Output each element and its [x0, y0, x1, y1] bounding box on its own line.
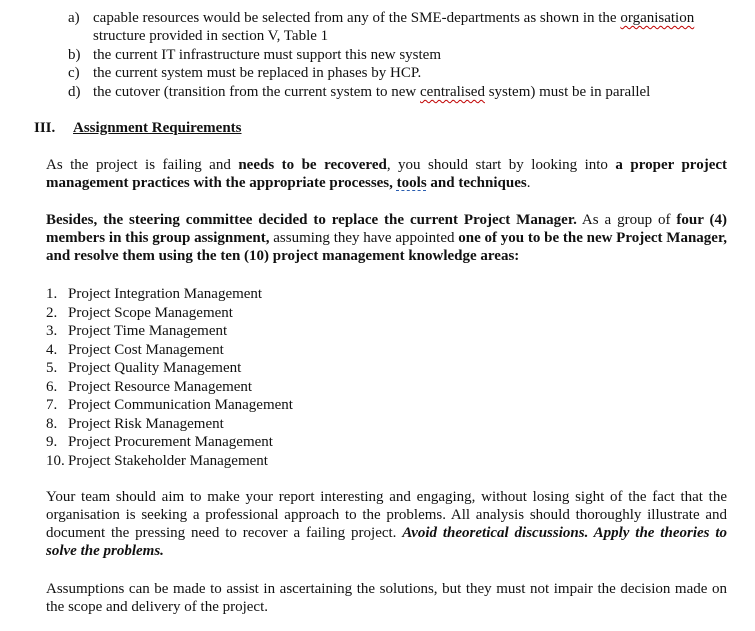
list-item: 6. Project Resource Management	[46, 378, 253, 395]
constraint-item-text: the current IT infrastructure must support this new system	[93, 47, 441, 63]
list-item: 1. Project Integration Management	[46, 286, 263, 302]
constraint-item-text: capable resources would be selected from any of the SME-departments as shown in the organisation	[93, 10, 695, 26]
list-item: 3. Project Time Management	[46, 323, 228, 339]
section-title: Assignment Requirements	[73, 120, 242, 136]
constraint-marker: a)	[68, 10, 80, 26]
constraint-marker: c)	[68, 65, 80, 81]
paragraph-report-guidance: Your team should aim to make your report interesting and engaging, without losing sight of the fact that the organisation is seeking a professional approach to the problems. All analysis should thoroughly illustrate and document the pressing need to recover a failing project. Avoid theoretical discussions. Apply the theories to solve the problems.	[46, 489, 727, 559]
constraint-marker: b)	[68, 47, 81, 63]
list-item: 4. Project Cost Management	[46, 341, 224, 358]
constraint-marker: d)	[68, 84, 81, 100]
constraint-item-text: structure provided in section V, Table 1	[93, 28, 329, 44]
list-item: 7. Project Communication Management	[46, 397, 293, 413]
list-item: 8. Project Risk Management	[46, 415, 224, 432]
section-heading	[34, 119, 242, 137]
list-item: 10. Project Stakeholder Management	[46, 452, 268, 469]
spelling-flag: centralised	[420, 84, 485, 100]
paragraph-assumptions: Assumptions can be made to assist in ascertaining the solutions, but they must not impair the decision made on the scope and delivery of the project.	[46, 581, 727, 615]
grammar-flag: tools	[396, 175, 427, 191]
spelling-flag: organisation	[620, 10, 695, 26]
list-item: 5. Project Quality Management	[46, 360, 242, 376]
paragraph-project-recovery: As the project is failing and needs to be recovered, you should start by looking into a proper project management practices with the appropriate processes, tools and techniques.	[46, 157, 728, 191]
paragraph-steering-committee: Besides, the steering committee decided to replace the current Project Manager. As a group of four (4) members in this group assignment, assuming they have appointed one of you to be the new Project Manager, and resolve them using the ten (10) project management knowledge areas:	[46, 212, 728, 264]
constraint-item-text: the current system must be replaced in phases by HCP.	[93, 65, 422, 81]
list-item: 9. Project Procurement Management	[46, 434, 273, 450]
list-item: 2. Project Scope Management	[46, 304, 233, 321]
constraint-item	[68, 9, 80, 27]
knowledge-areas-list	[46, 285, 293, 470]
section-number: III.	[34, 120, 56, 136]
constraint-item-text: the cutover (transition from the current system to new centralised system) must be in parallel	[93, 84, 651, 100]
